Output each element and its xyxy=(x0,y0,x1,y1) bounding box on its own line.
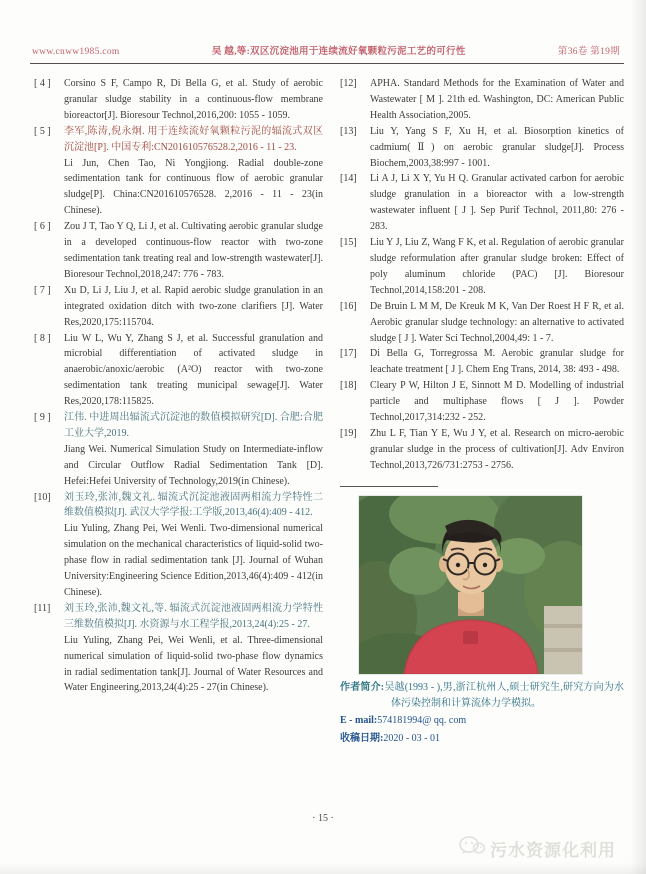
reference-body xyxy=(64,124,323,219)
reference-text: De Bruin L M M, De Kreuk M K, Van Der Roest H F R, et al. Aerobic granular sludge technology: an alternative to activated sludge [ J ]. Water Sci Technol,2004,49: 1 - 7. xyxy=(370,300,624,344)
reference-number: [ 8 ] xyxy=(34,332,51,344)
reference-number: [12] xyxy=(340,78,357,89)
reference-item xyxy=(340,235,624,299)
reference-number: [16] xyxy=(340,300,357,312)
scan-edge-right xyxy=(630,0,646,874)
reference-text: Liu Yuling, Zhang Pei, Wei Wenli. Two-dimensional numerical simulation on the mechanical characteristics of liquid-solid two-phase flow in radial sedimentation tank [J]. Journal of Wuhan University:Engineering Science Edition,2013,46(4):409 - 412(in Chinese). xyxy=(64,523,323,598)
reference-body xyxy=(370,235,624,299)
reference-text: Di Bella G, Torregrossa M. Aerobic granular sludge for leachate treatment [ J ]. Chem Eng Trans, 2014, 38: 493 - 498. xyxy=(370,348,624,376)
volume-issue: 第36卷 第19期 xyxy=(557,47,620,57)
reference-item xyxy=(34,76,323,124)
reference-number: [ 5 ] xyxy=(34,125,51,137)
reference-body xyxy=(64,410,323,490)
author-bio-label: 作者简介: xyxy=(340,681,385,693)
header-divider xyxy=(30,63,624,64)
reference-item xyxy=(34,283,323,331)
reference-number: [10] xyxy=(34,491,51,503)
reference-text: APHA. Standard Methods for the Examination of Water and Wastewater [ M ]. 21th ed. Washington, DC: American Public Health Association,2005. xyxy=(370,78,624,121)
reference-text: Jiang Wei. Numerical Simulation Study on Intermediate-inflow and Circular Outflow Radial Sedimentation Tank [D]. Hefei:Hefei University of Technology,2019(in Chinese). xyxy=(64,443,323,487)
received-date-label: 收稿日期: xyxy=(340,732,384,744)
author-photo xyxy=(359,496,582,674)
reference-number: [14] xyxy=(340,173,357,185)
author-bio xyxy=(340,680,624,712)
reference-text: Liu Yuling, Zhang Pei, Wei Wenli, et al. Three-dimensional numerical simulation of liquid-solid two-phase flow dynamics in radial sedimentation tank[J]. Journal of Water Resources and Water Engineering,2013,24(4):25 - 27(in Chinese). xyxy=(64,634,323,694)
reference-text: 江伟. 中进周出辐流式沉淀池的数值模拟研究[D]. 合肥:合肥工业大学,2019. xyxy=(64,412,323,439)
reference-text: Xu D, Li J, Liu J, et al. Rapid aerobic sludge granulation in an integrated oxidation ditch with two-zone clarifiers [J]. Water Res,2020,175:115704. xyxy=(64,284,323,328)
email-value[interactable]: 574181994@ qq. com xyxy=(377,714,467,726)
reference-body xyxy=(370,124,624,172)
author-photo-illustration xyxy=(359,496,582,674)
reference-item xyxy=(34,601,323,696)
reference-number: [17] xyxy=(340,348,357,360)
received-date-line xyxy=(340,730,624,748)
reference-text: Zou J T, Tao Y Q, Li J, et al. Cultivating aerobic granular sludge in a developed continuous-flow reactor with two-zone sedimentation tank treating real and low-strength wastewater[J]. Bioresour Technol,2018,247: 776 - 783. xyxy=(64,221,323,280)
reference-number: [15] xyxy=(340,237,357,249)
reference-columns xyxy=(34,76,624,748)
reference-text: Liu Y, Yang S F, Xu H, et al. Biosorption kinetics of cadmium(Ⅱ) on aerobic granular sludge[J]. Process Biochem,2003,38:997 - 1001. xyxy=(370,125,624,169)
received-date-value: 2020 - 03 - 01 xyxy=(383,732,441,744)
reference-body xyxy=(64,76,323,124)
reference-body xyxy=(64,331,323,411)
reference-item xyxy=(34,219,323,283)
page-header xyxy=(32,43,620,57)
reference-text: Cleary P W, Hilton J E, Sinnott M D. Modelling of industrial particle and multiphase flows [ J ]. Powder Technol,2017,314:232 - 252. xyxy=(370,380,624,424)
reference-item xyxy=(34,490,323,601)
journal-website: www.cnww1985.com xyxy=(32,47,120,57)
reference-body xyxy=(64,283,323,331)
reference-item xyxy=(340,76,624,124)
author-section-divider xyxy=(340,486,438,487)
reference-text: Zhu L F, Tian Y E, Wu J Y, et al. Research on micro-aerobic granular sludge in the process of cultivation[J]. Adv Environ Technol,2013,726/731:2753 - 2756. xyxy=(370,427,624,471)
reference-text: 刘玉玲,张沛,魏文礼. 辐流式沉淀池液固两相流力学特性二维数值模拟[J]. 武汉大学学报:工学版,2013,46(4):409 - 412. xyxy=(64,491,323,519)
reference-text: Li A J, Li X Y, Yu H Q. Granular activated carbon for aerobic sludge granulation in a bioreactor with a low-strength wastewater influent [ J ]. Sep Purif Technol, 2011,80: 276 - 283. xyxy=(370,173,624,233)
reference-text: Li Jun, Chen Tao, Ni Yongjiong. Radial double-zone sedimentation tank for continuous flow of aerobic granular sludge[P]. China:CN201610576528. 2,2016 - 11 - 23(in Chinese). xyxy=(64,157,323,217)
reference-text: 李军,陈涛,倪永炯. 用于连续流好氧颗粒污泥的辐流式双区沉淀池[P]. 中国专利:CN201610576528.2,2016 - 11 - 23. xyxy=(64,125,323,153)
reference-number: [11] xyxy=(34,602,51,614)
reference-text: Liu Y J, Liu Z, Wang F K, et al. Regulation of aerobic granular sludge reformulation after granular sludge broken: Effect of poly aluminum chloride (PAC) [J]. Bioresour Technol,2014,158:201 - 208. xyxy=(370,237,624,296)
author-email-line xyxy=(340,712,624,730)
reference-body xyxy=(370,76,624,124)
reference-body xyxy=(64,490,323,601)
reference-item xyxy=(340,426,624,474)
reference-body xyxy=(370,378,624,426)
reference-body xyxy=(370,171,624,235)
reference-item xyxy=(34,410,323,490)
reference-item xyxy=(34,124,323,219)
reference-item xyxy=(340,124,624,172)
reference-text: 刘玉玲,张沛,魏文礼,等. 辐流式沉淀池液固两相流力学特性三维数值模拟[J]. 水资源与水工程学报,2013,24(4):25 - 27. xyxy=(64,602,323,630)
watermark xyxy=(459,836,616,861)
reference-body xyxy=(370,426,624,474)
reference-item xyxy=(340,171,624,235)
reference-item xyxy=(34,331,323,411)
reference-number: [18] xyxy=(340,380,357,392)
reference-text: Corsino S F, Campo R, Di Bella G, et al. Study of aerobic granular sludge stability in a continuous-flow membrane bioreactor[J]. Bioresour Technol,2016,200: 1055 - 1059. xyxy=(64,78,323,121)
scan-edge-bottom xyxy=(0,862,646,874)
reference-body xyxy=(64,601,323,696)
reference-number: [13] xyxy=(340,125,357,137)
author-bio-text: 吴越(1993 - ),男,浙江杭州人,硕士研究生,研究方向为水体污染控制和计算流体力学模拟。 xyxy=(384,681,624,709)
reference-number: [19] xyxy=(340,427,357,439)
reference-number: [ 9 ] xyxy=(34,412,51,424)
page-number: · 15 · xyxy=(312,813,334,824)
reference-item xyxy=(340,346,624,378)
reference-number: [ 4 ] xyxy=(34,78,51,89)
reference-body xyxy=(64,219,323,283)
reference-number: [ 7 ] xyxy=(34,284,51,296)
references-left-column xyxy=(34,76,323,748)
references-list xyxy=(340,76,624,474)
reference-item xyxy=(340,299,624,347)
email-label: E - mail: xyxy=(340,714,378,726)
reference-number: [ 6 ] xyxy=(34,221,51,233)
reference-body xyxy=(370,299,624,347)
references-right-column xyxy=(340,76,624,748)
running-title: 吴 越,等:双区沉淀池用于连续流好氧颗粒污泥工艺的可行性 xyxy=(211,47,466,57)
reference-text: Liu W L, Wu Y, Zhang S J, et al. Successful granulation and microbial differentiation of activated sludge in anaerobic/anoxic/aerobic (A²O) reactor with two-zone sedimentation tank treating municipal sewage[J]. Water Res,2020,178:115825. xyxy=(64,332,323,408)
reference-body xyxy=(370,346,624,378)
wechat-icon xyxy=(459,836,485,861)
reference-item xyxy=(340,378,624,426)
watermark-text: 污水资源化利用 xyxy=(490,841,616,860)
